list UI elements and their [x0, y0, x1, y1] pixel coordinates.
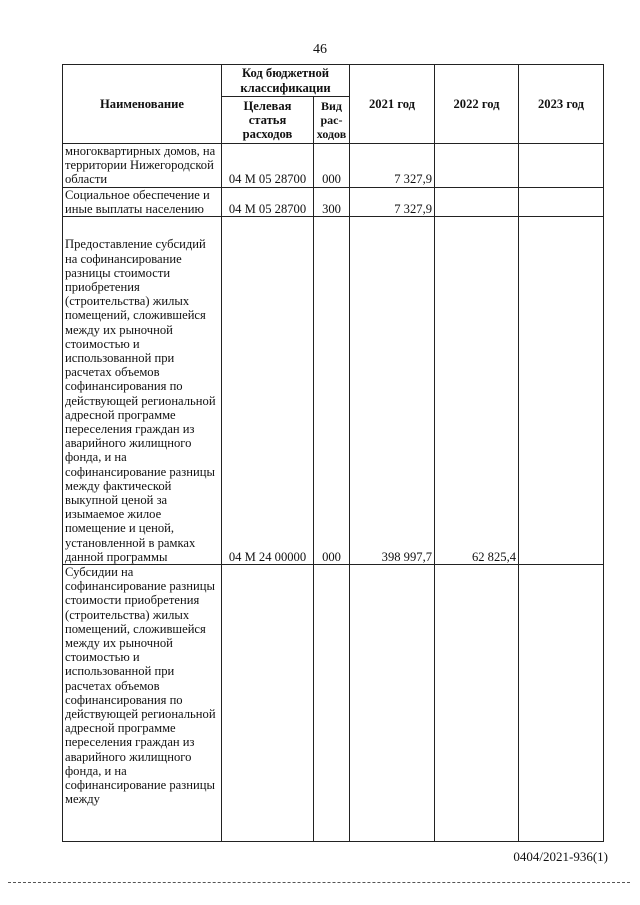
header-2021: 2021 год: [350, 65, 435, 144]
header-2023: 2023 год: [519, 65, 604, 144]
row-value-2022: 62 825,4: [435, 217, 519, 565]
page-number: 46: [313, 42, 327, 57]
table-row: [63, 565, 604, 842]
header-target-article: Целевая статья расходов: [222, 97, 314, 144]
row-type-code: 000: [314, 217, 350, 565]
table-row: [63, 217, 604, 565]
table-row: [63, 187, 604, 216]
budget-table: [62, 64, 604, 842]
row-target-code: 04 М 05 28700: [222, 144, 314, 188]
row-name: Субсидии на софинансирование разницы стоимости приобретения (строительства) жилых помещений, сложившейся между их рыночной стоимостью и использованной при расчетах объемов софинансирования по действующей региональной адресной программе переселения граждан из аварийного жилищного фонда, и на софинансирование разницы между: [63, 565, 222, 842]
row-value-2021: 7 327,9: [350, 144, 435, 188]
row-value-2022: [435, 187, 519, 216]
row-target-code: 04 М 24 00000: [222, 217, 314, 565]
table-row: [63, 144, 604, 188]
bottom-divider: [8, 882, 630, 883]
document-number: 0404/2021-936(1): [513, 849, 608, 864]
row-value-2021: [350, 565, 435, 842]
row-value-2021: 7 327,9: [350, 187, 435, 216]
row-value-2023: [519, 144, 604, 188]
row-name: многоквартирных домов, на территории Нижегородской области: [63, 144, 222, 188]
row-value-2022: [435, 565, 519, 842]
row-value-2021: 398 997,7: [350, 217, 435, 565]
row-name: Социальное обеспечение и иные выплаты населению: [63, 187, 222, 216]
header-name: Наименование: [63, 65, 222, 144]
row-target-code: 04 М 05 28700: [222, 187, 314, 216]
row-target-code: [222, 565, 314, 842]
row-type-code: [314, 565, 350, 842]
row-value-2023: [519, 565, 604, 842]
row-name: Предоставление субсидий на софинансирование разницы стоимости приобретения (строительства) жилых помещений, сложившейся между их рыночной стоимостью и использованной при расчетах объемов софинансирования по действующей региональной адресной программе переселения граждан из аварийного жилищного фонда, и на софинансирование разницы между фактической выкупной ценой за изымаемое жилое помещение и ценой, установленной в рамках данной программы: [63, 217, 222, 565]
header-code-group: Код бюджетной классификации: [222, 65, 350, 97]
row-type-code: 300: [314, 187, 350, 216]
header-2022: 2022 год: [435, 65, 519, 144]
row-value-2022: [435, 144, 519, 188]
row-value-2023: [519, 217, 604, 565]
row-type-code: 000: [314, 144, 350, 188]
header-expense-type: Вид рас-ходов: [314, 97, 350, 144]
row-value-2023: [519, 187, 604, 216]
